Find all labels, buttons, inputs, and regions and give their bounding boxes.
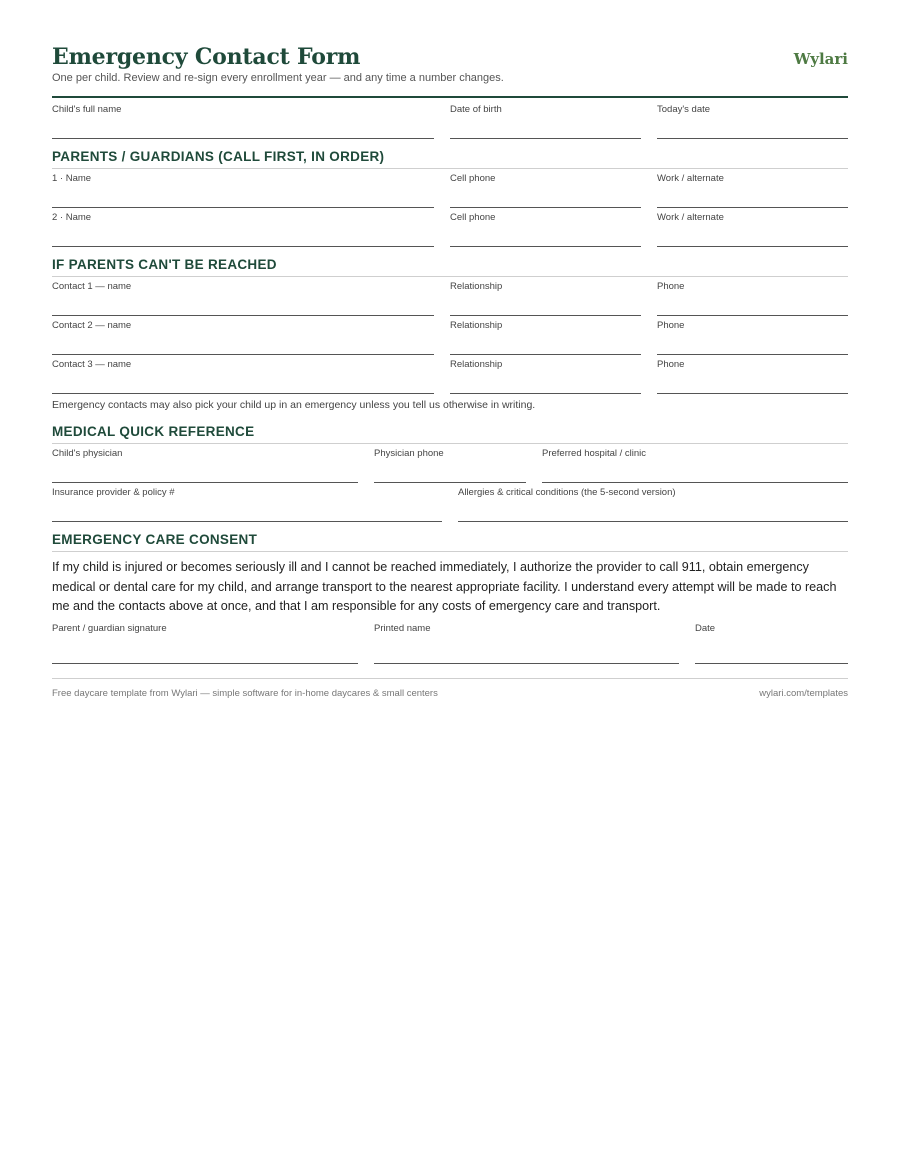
parent-2-cell-field[interactable] — [450, 212, 641, 247]
physician-field[interactable] — [52, 448, 358, 483]
contact-2-phone-label: Phone — [657, 320, 685, 331]
date-of-birth-label: Date of birth — [450, 104, 502, 115]
contact-1-name-field[interactable] — [52, 281, 434, 316]
page-subtitle: One per child. Review and re-sign every enrollment year — and any time a number changes. — [52, 72, 504, 84]
allergies-field[interactable] — [458, 487, 848, 522]
insurance-field[interactable] — [52, 487, 442, 522]
parent-1-work-label: Work / alternate — [657, 173, 724, 184]
todays-date-field[interactable] — [657, 104, 848, 139]
contact-3-relationship-label: Relationship — [450, 359, 503, 370]
contact-3-phone-label: Phone — [657, 359, 685, 370]
parents-heading: PARENTS / GUARDIANS (CALL FIRST, IN ORDER) — [52, 149, 385, 164]
child-name-field[interactable] — [52, 104, 434, 139]
contact-1-phone-label: Phone — [657, 281, 685, 292]
printed-name-label: Printed name — [374, 623, 431, 634]
contact-2-phone-field[interactable] — [657, 320, 848, 355]
child-name-label: Child's full name — [52, 104, 122, 115]
parent-1-work-field[interactable] — [657, 173, 848, 208]
page-title: Emergency Contact Form — [52, 44, 361, 70]
contact-1-name-label: Contact 1 — name — [52, 281, 132, 292]
contact-1-relationship-field[interactable] — [450, 281, 641, 316]
physician-label: Child's physician — [52, 448, 123, 459]
contact-3-relationship-field[interactable] — [450, 359, 641, 394]
hospital-field[interactable] — [542, 448, 848, 483]
brand-logo: Wylari — [793, 50, 848, 68]
contact-1-relationship-label: Relationship — [450, 281, 503, 292]
signature-date-field[interactable] — [695, 623, 848, 664]
parent-2-name-label: 2 · Name — [52, 212, 92, 223]
insurance-label: Insurance provider & policy # — [52, 487, 175, 498]
signature-date-label: Date — [695, 623, 716, 634]
medical-section-header — [52, 423, 848, 444]
parent-1-cell-label: Cell phone — [450, 173, 496, 184]
parents-section-header — [52, 148, 848, 169]
contacts-heading: IF PARENTS CAN'T BE REACHED — [52, 257, 277, 272]
contact-1-phone-field[interactable] — [657, 281, 848, 316]
contact-3-name-label: Contact 3 — name — [52, 359, 132, 370]
contact-2-relationship-field[interactable] — [450, 320, 641, 355]
parent-1-name-field[interactable] — [52, 173, 434, 208]
parent-2-work-label: Work / alternate — [657, 212, 724, 223]
consent-text: If my child is injured or becomes seriously ill and I cannot be reached immediately, I authorize the provider to call 911, obtain emergency medical or dental care for my child, and arrange transport to the nearest appropriate facility. I understand every attempt will be made to reach me and the contacts above at once, and that I am responsible for any costs of emergency care and transport. — [52, 560, 837, 613]
physician-phone-label: Physician phone — [374, 448, 444, 459]
contact-3-name-field[interactable] — [52, 359, 434, 394]
date-of-birth-field[interactable] — [450, 104, 641, 139]
form-header — [52, 44, 848, 98]
contact-2-name-field[interactable] — [52, 320, 434, 355]
printed-name-field[interactable] — [374, 623, 679, 664]
parent-1-cell-field[interactable] — [450, 173, 641, 208]
footer-credit: Free daycare template from Wylari — simple software for in-home daycares & small centers — [52, 688, 438, 699]
footer-link[interactable]: wylari.com/templates — [759, 688, 848, 699]
contact-3-phone-field[interactable] — [657, 359, 848, 394]
todays-date-label: Today's date — [657, 104, 711, 115]
allergies-label: Allergies & critical conditions (the 5-second version) — [458, 487, 676, 498]
contact-2-name-label: Contact 2 — name — [52, 320, 132, 331]
contacts-section-header — [52, 256, 848, 277]
hospital-label: Preferred hospital / clinic — [542, 448, 647, 459]
parent-2-name-field[interactable] — [52, 212, 434, 247]
signature-label: Parent / guardian signature — [52, 623, 167, 634]
consent-section-header — [52, 531, 848, 552]
medical-heading: MEDICAL QUICK REFERENCE — [52, 424, 255, 439]
parent-2-work-field[interactable] — [657, 212, 848, 247]
parent-2-cell-label: Cell phone — [450, 212, 496, 223]
physician-phone-field[interactable] — [374, 448, 526, 483]
parent-1-name-label: 1 · Name — [52, 173, 92, 184]
page-footer — [52, 678, 848, 703]
signature-field[interactable] — [52, 623, 358, 664]
contacts-note: Emergency contacts may also pick your child up in an emergency unless you tell us otherwise in writing. — [52, 399, 536, 411]
contact-2-relationship-label: Relationship — [450, 320, 503, 331]
consent-heading: EMERGENCY CARE CONSENT — [52, 532, 258, 547]
